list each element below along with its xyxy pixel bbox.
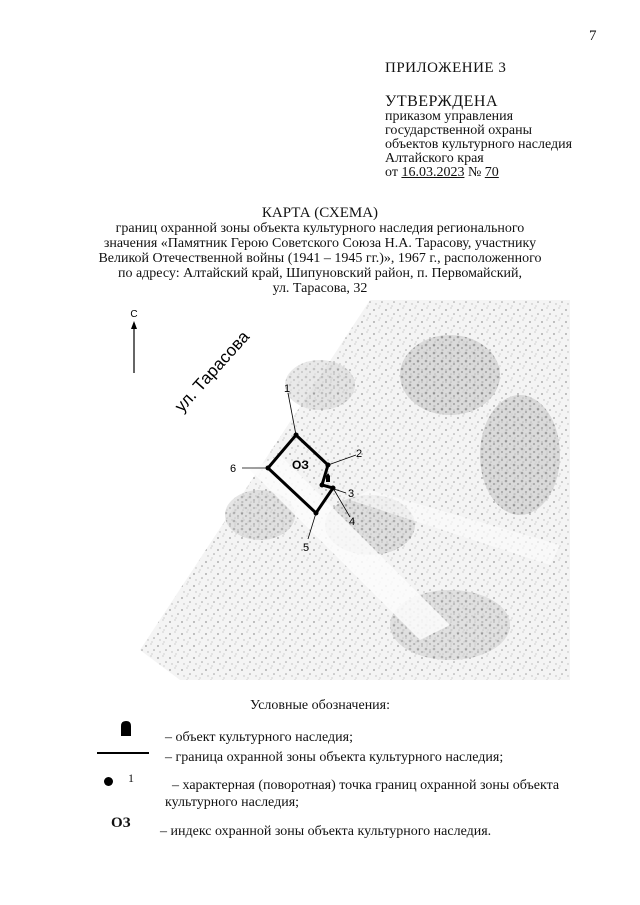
date-prefix: от xyxy=(385,165,402,180)
point-label-5: 5 xyxy=(303,542,310,554)
approval-line: Алтайского края xyxy=(385,151,484,166)
zone-index-symbol: ОЗ xyxy=(111,815,131,831)
vegetation-patch xyxy=(400,335,500,415)
approval-line: объектов культурного наследия xyxy=(385,137,573,152)
north-label: С xyxy=(130,309,138,320)
approval-date: 16.03.2023 xyxy=(401,165,465,180)
approval-date-line xyxy=(385,166,572,180)
point-label-4: 4 xyxy=(349,516,356,528)
boundary-point-symbol xyxy=(104,777,113,786)
point-label-2: 2 xyxy=(356,448,363,460)
street-label: ул. Тарасова xyxy=(170,327,254,416)
point-number-symbol: 1 xyxy=(128,771,134,785)
map-title-block xyxy=(60,206,580,296)
approval-line: приказом управления xyxy=(385,109,514,124)
north-arrow-head xyxy=(131,321,137,329)
legend-title: Условные обозначения: xyxy=(249,698,391,713)
map-title: КАРТА (СХЕМА) xyxy=(261,205,379,221)
vegetation-patch xyxy=(285,360,355,410)
legend-item-point-line2: культурного наследия; xyxy=(165,795,300,810)
appendix-heading: ПРИЛОЖЕНИЕ 3 xyxy=(385,60,507,76)
boundary-line-symbol xyxy=(97,752,149,754)
point-label-6: 6 xyxy=(230,463,237,475)
title-line: ул. Тарасова, 32 xyxy=(272,281,368,296)
title-line: границ охранной зоны объекта культурного наследия регионального xyxy=(115,221,525,236)
legend-item-zone-index: – индекс охранной зоны объекта культурного наследия. xyxy=(160,824,492,839)
point-label-3: 3 xyxy=(348,488,355,500)
approval-number: 70 xyxy=(484,165,499,180)
point-label-1: 1 xyxy=(284,383,291,395)
approval-heading: УТВЕРЖДЕНА xyxy=(385,93,499,110)
page-number: 7 xyxy=(589,28,597,44)
number-prefix: № xyxy=(464,165,485,180)
legend-item-boundary: – граница охранной зоны объекта культурного наследия; xyxy=(165,750,504,765)
legend-item-point-line1: – характерная (поворотная) точка границ охранной зоны объекта xyxy=(172,778,560,793)
title-line: по адресу: Алтайский край, Шипуновский район, п. Первомайский, xyxy=(117,266,523,281)
vegetation-patch xyxy=(480,395,560,515)
title-line: значения «Памятник Герою Советского Союза Н.А. Тарасову, участнику xyxy=(103,236,537,251)
approval-block xyxy=(385,110,572,180)
approval-line: государственной охраны xyxy=(385,123,533,138)
legend-item-heritage: – объект культурного наследия; xyxy=(165,730,353,745)
map-scheme xyxy=(120,295,570,680)
zone-label: ОЗ xyxy=(292,458,309,472)
title-line: Великой Отечественной войны (1941 – 1945 гг.)», 1967 г., расположенного xyxy=(98,251,542,266)
heritage-object-icon xyxy=(118,719,134,737)
